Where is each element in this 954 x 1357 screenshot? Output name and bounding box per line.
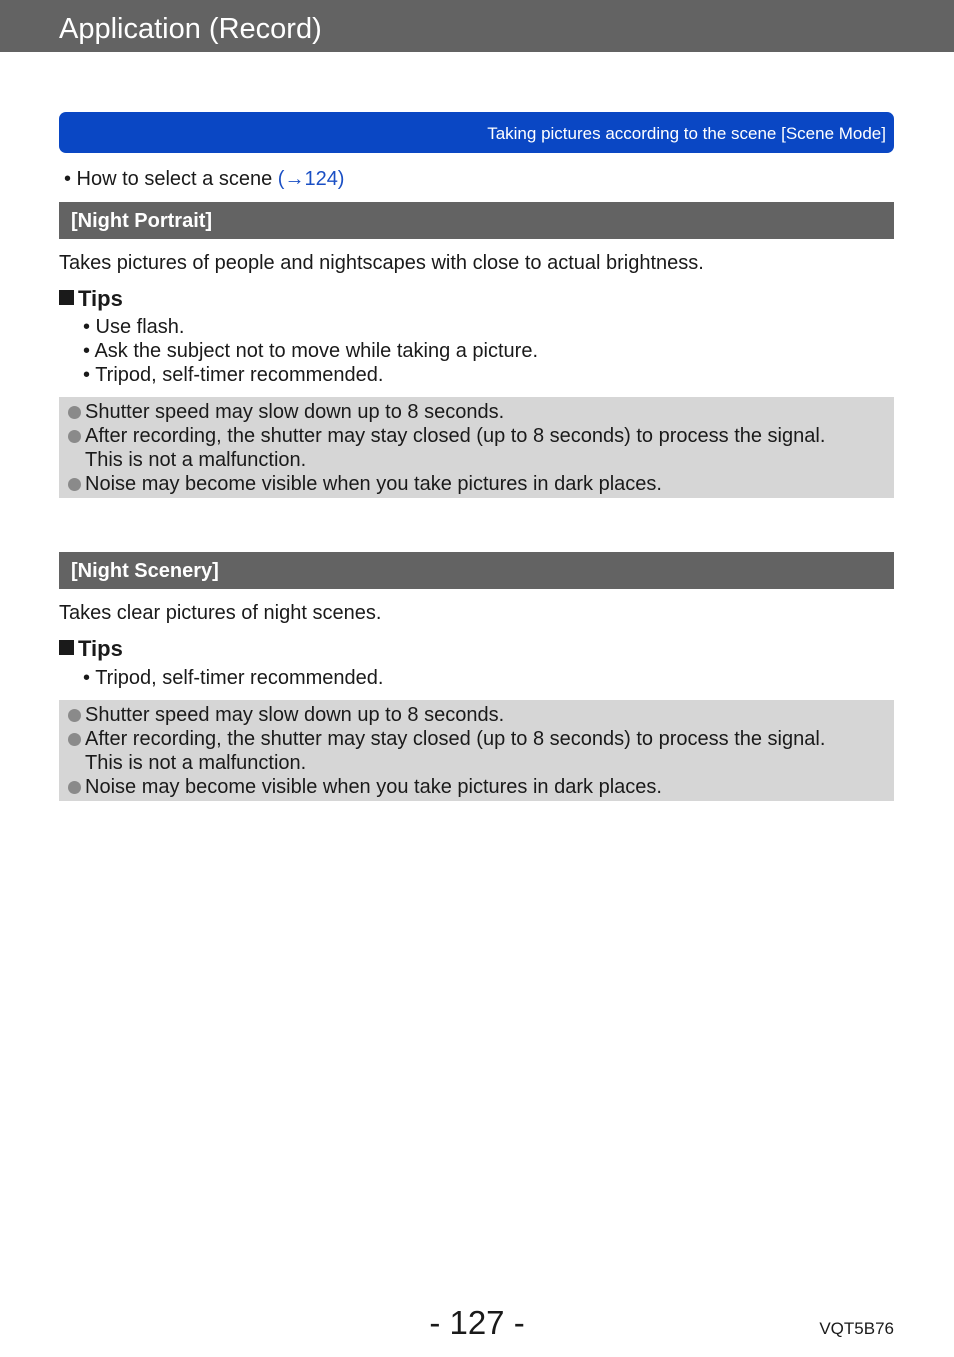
mode-title: [Night Scenery] — [71, 560, 219, 582]
bullet-dot-icon — [68, 709, 81, 722]
section-banner — [59, 112, 894, 153]
document-code: VQT5B76 — [819, 1319, 894, 1338]
note-text: After recording, the shutter may stay closed (up to 8 seconds) to process the signal. — [85, 728, 826, 750]
bullet-dot-icon — [68, 406, 81, 419]
note-text: After recording, the shutter may stay closed (up to 8 seconds) to process the signal. — [85, 425, 826, 447]
tip-item: • Ask the subject not to move while taking a picture. — [83, 340, 539, 362]
tips-list — [83, 315, 538, 387]
note-item — [67, 727, 894, 775]
mode-title: [Night Portrait] — [71, 210, 213, 232]
square-bullet-icon — [59, 640, 74, 655]
tip-item: • Tripod, self-timer recommended. — [83, 667, 384, 689]
note-text: Shutter speed may slow down up to 8 seconds. — [85, 401, 505, 423]
scene-select-reference — [64, 166, 344, 192]
note-item — [67, 775, 894, 799]
tips-heading-label: Tips — [78, 286, 123, 311]
note-item — [67, 424, 894, 472]
reference-text: • How to select a scene — [64, 168, 278, 190]
square-bullet-icon — [59, 290, 74, 305]
notes-box — [59, 700, 894, 801]
note-text: This is not a malfunction. — [85, 449, 307, 471]
tips-list — [83, 666, 383, 690]
bullet-dot-icon — [68, 733, 81, 746]
mode-description: Takes pictures of people and nightscapes with close to actual brightness. — [59, 252, 704, 274]
notes-box — [59, 397, 894, 498]
page-reference-link[interactable]: (→124) — [277, 168, 345, 190]
note-text: Noise may become visible when you take pictures in dark places. — [85, 473, 662, 495]
mode-description: Takes clear pictures of night scenes. — [59, 602, 382, 624]
page-title: Application (Record) — [59, 13, 322, 45]
page-number: - 127 - — [429, 1304, 525, 1341]
note-text: Noise may become visible when you take pictures in dark places. — [85, 776, 662, 798]
tips-heading — [59, 635, 123, 663]
note-text: Shutter speed may slow down up to 8 seconds. — [85, 704, 505, 726]
tips-heading — [59, 285, 123, 313]
mode-header-night-portrait — [59, 202, 894, 239]
note-text: This is not a malfunction. — [85, 752, 307, 774]
tip-item: • Tripod, self-timer recommended. — [83, 364, 384, 386]
bullet-dot-icon — [68, 781, 81, 794]
note-item — [67, 400, 894, 424]
page-header — [0, 0, 954, 52]
bullet-dot-icon — [68, 430, 81, 443]
note-item — [67, 703, 894, 727]
section-banner-text: Taking pictures according to the scene [Scene Mode] — [487, 124, 886, 143]
mode-header-night-scenery — [59, 552, 894, 589]
note-item — [67, 472, 894, 496]
tips-heading-label: Tips — [78, 636, 123, 661]
bullet-dot-icon — [68, 478, 81, 491]
tip-item: • Use flash. — [83, 316, 185, 338]
